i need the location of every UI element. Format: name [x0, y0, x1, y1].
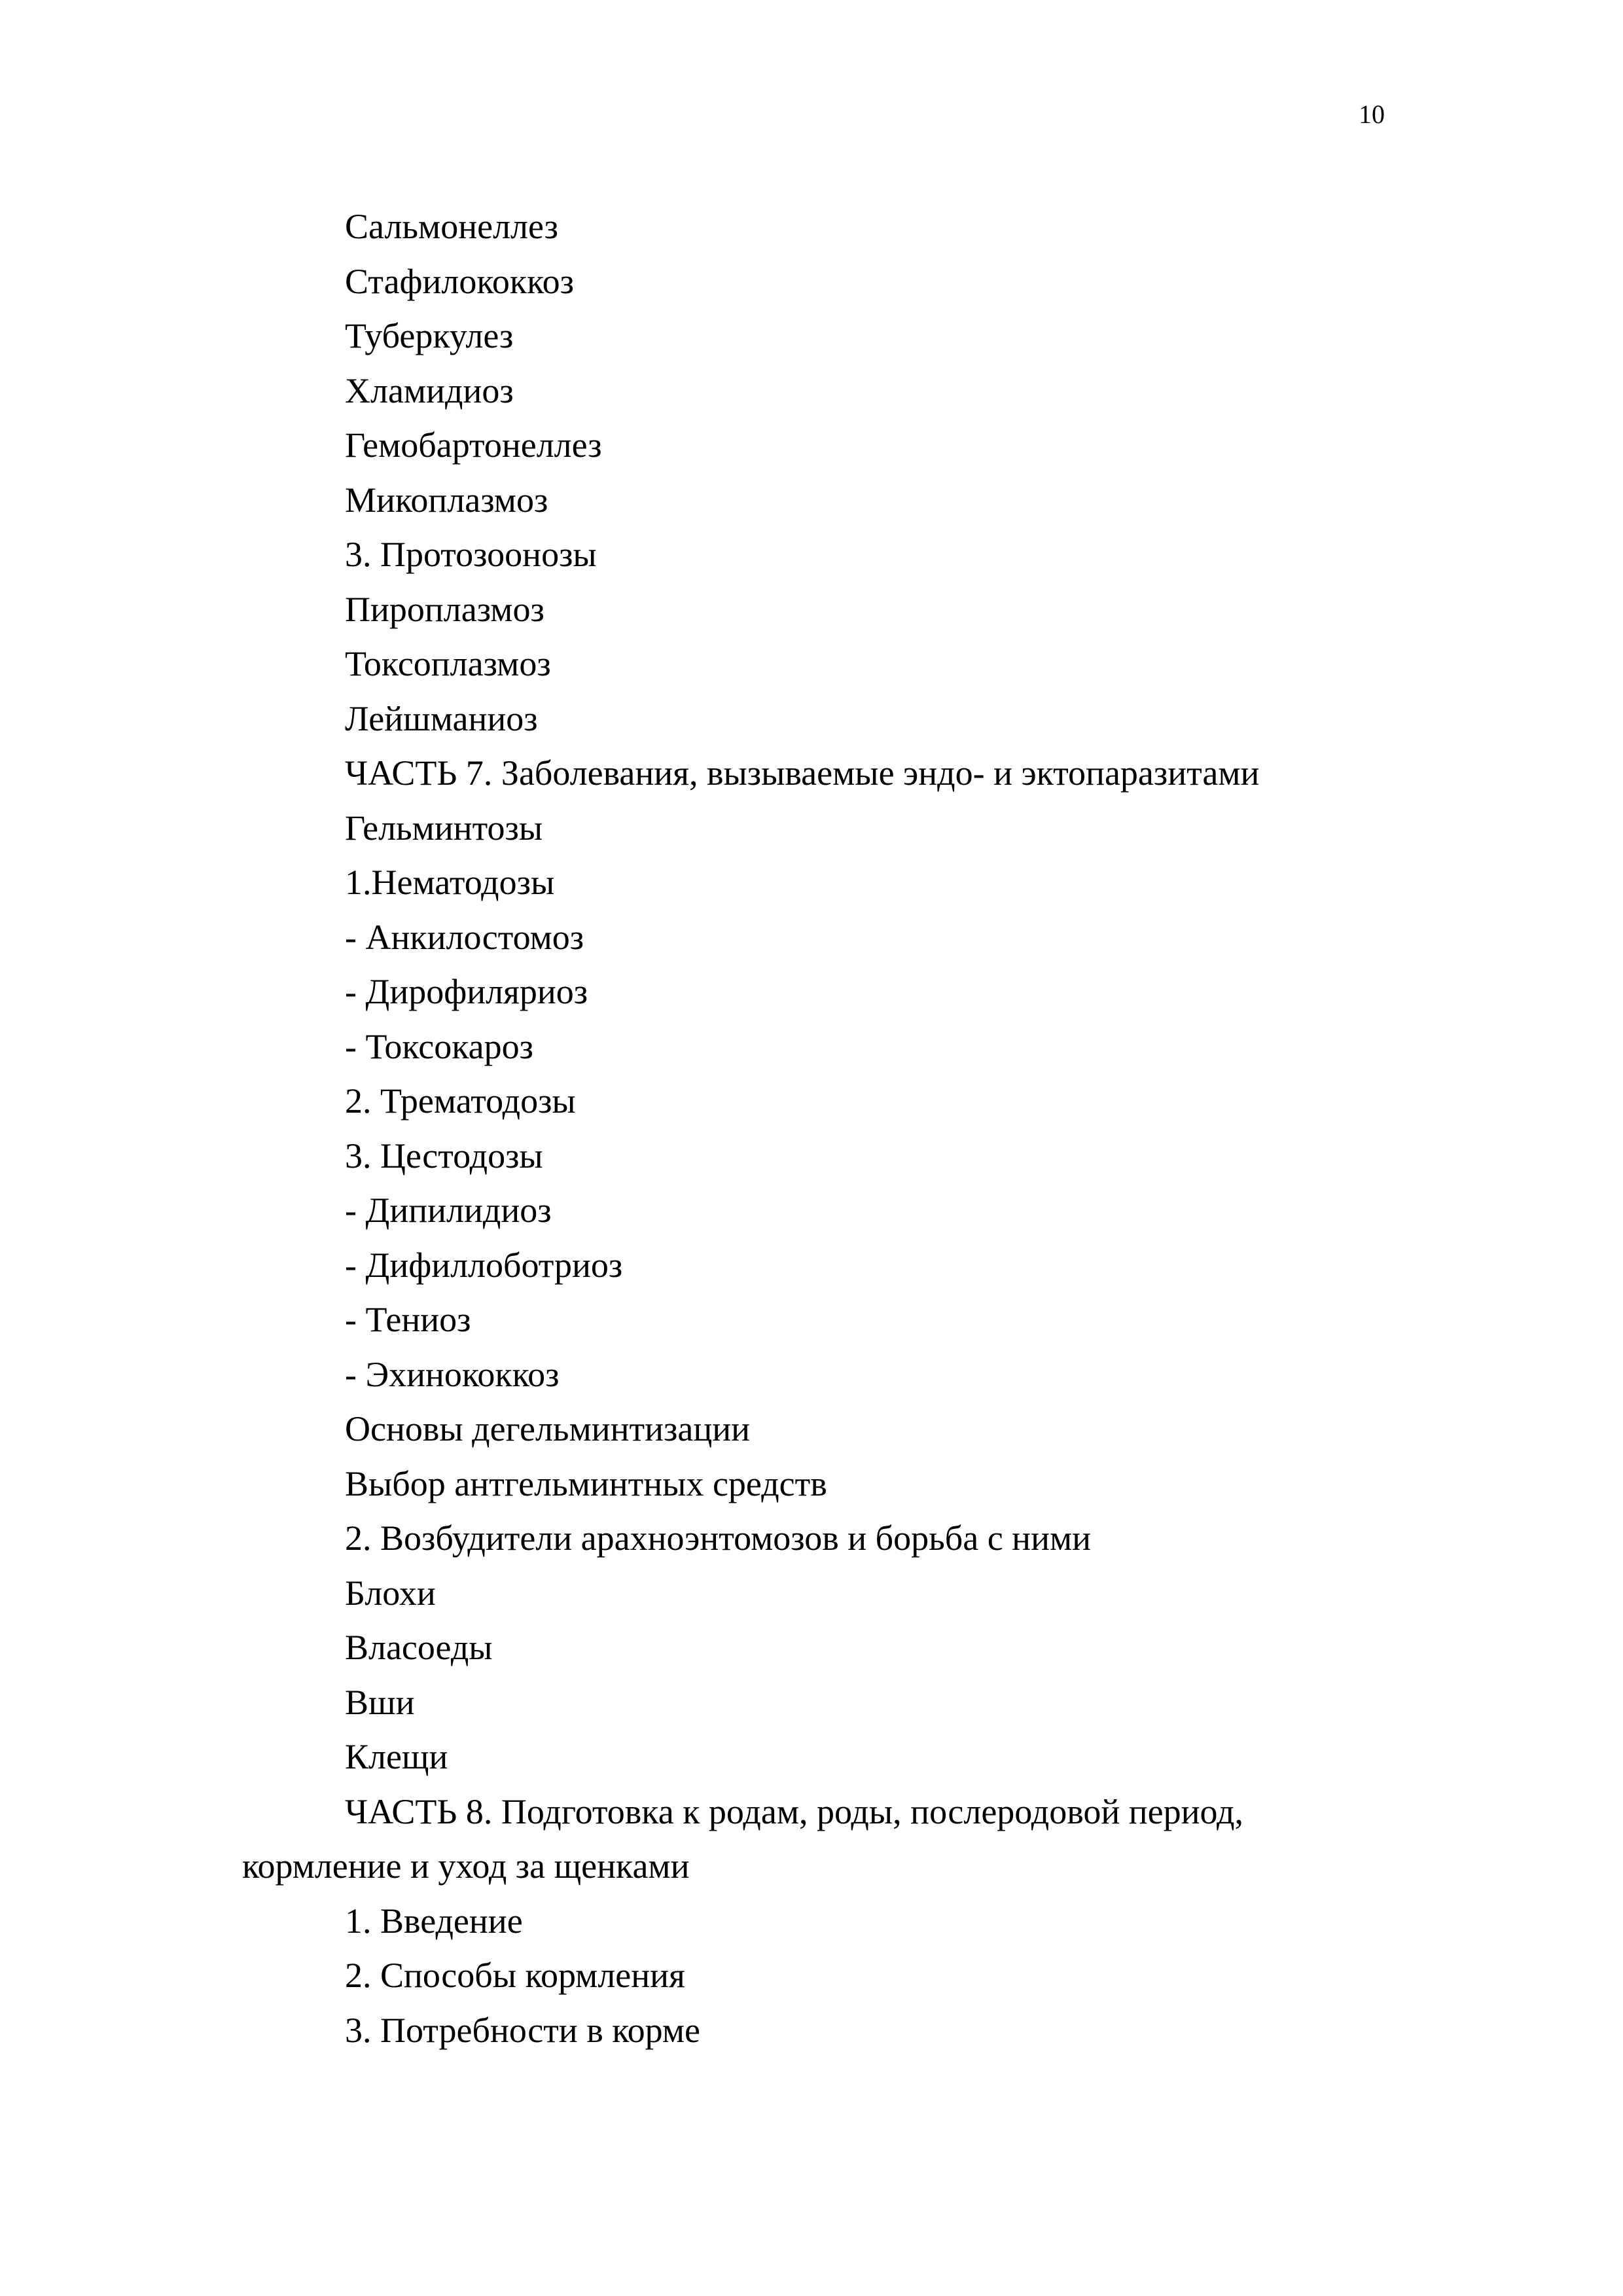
list-item: - Тениоз [345, 1300, 471, 1339]
list-item: Гемобартонеллез [345, 425, 602, 465]
part-heading-line-2: кормление и уход за щенками [242, 1846, 690, 1886]
list-item: Вши [345, 1682, 415, 1722]
list-item: Блохи [345, 1573, 436, 1613]
list-item: Выбор антгельминтных средств [345, 1463, 827, 1503]
part-heading: ЧАСТЬ 7. Заболевания, вызываемые эндо- и эктопаразитами [345, 753, 1260, 793]
section-heading: 1.Нематодозы [345, 863, 555, 902]
section-heading: 3. Потребности в корме [345, 2010, 701, 2050]
list-item: - Анкилостомоз [345, 917, 584, 957]
section-heading: Гельминтозы [345, 808, 543, 848]
section-heading: 2. Трематодозы [345, 1081, 576, 1121]
list-item: Власоеды [345, 1628, 493, 1667]
section-heading: 3. Протозоонозы [345, 535, 597, 574]
list-item: - Дипилидиоз [345, 1191, 552, 1230]
list-item: Микоплазмоз [345, 480, 548, 520]
list-item: Сальмонеллез [345, 207, 558, 246]
list-item: Основы дегельминтизации [345, 1409, 751, 1448]
section-heading: 2. Возбудители арахноэнтомозов и борьба с ними [345, 1518, 1092, 1558]
list-item: Туберкулез [345, 316, 514, 355]
list-item: Токсоплазмоз [345, 644, 551, 683]
list-item: - Дирофиляриоз [345, 972, 588, 1011]
list-item: - Дифиллоботриоз [345, 1245, 623, 1285]
list-item: Хламидиоз [345, 370, 514, 410]
list-item: Клещи [345, 1737, 448, 1776]
list-item: - Токсокароз [345, 1026, 533, 1066]
list-item: - Эхинококкоз [345, 1354, 560, 1394]
section-heading: 1. Введение [345, 1901, 523, 1941]
list-item: Стафилококкоз [345, 261, 574, 301]
list-item: Лейшманиоз [345, 698, 538, 738]
document-body [242, 200, 1407, 2058]
page-number: 10 [1359, 99, 1385, 129]
section-heading: 2. Способы кормления [345, 1956, 685, 1995]
part-heading-line-1: ЧАСТЬ 8. Подготовка к родам, роды, послеродовой период, [345, 1791, 1243, 1831]
section-heading: 3. Цестодозы [345, 1136, 543, 1175]
list-item: Пироплазмоз [345, 589, 544, 629]
